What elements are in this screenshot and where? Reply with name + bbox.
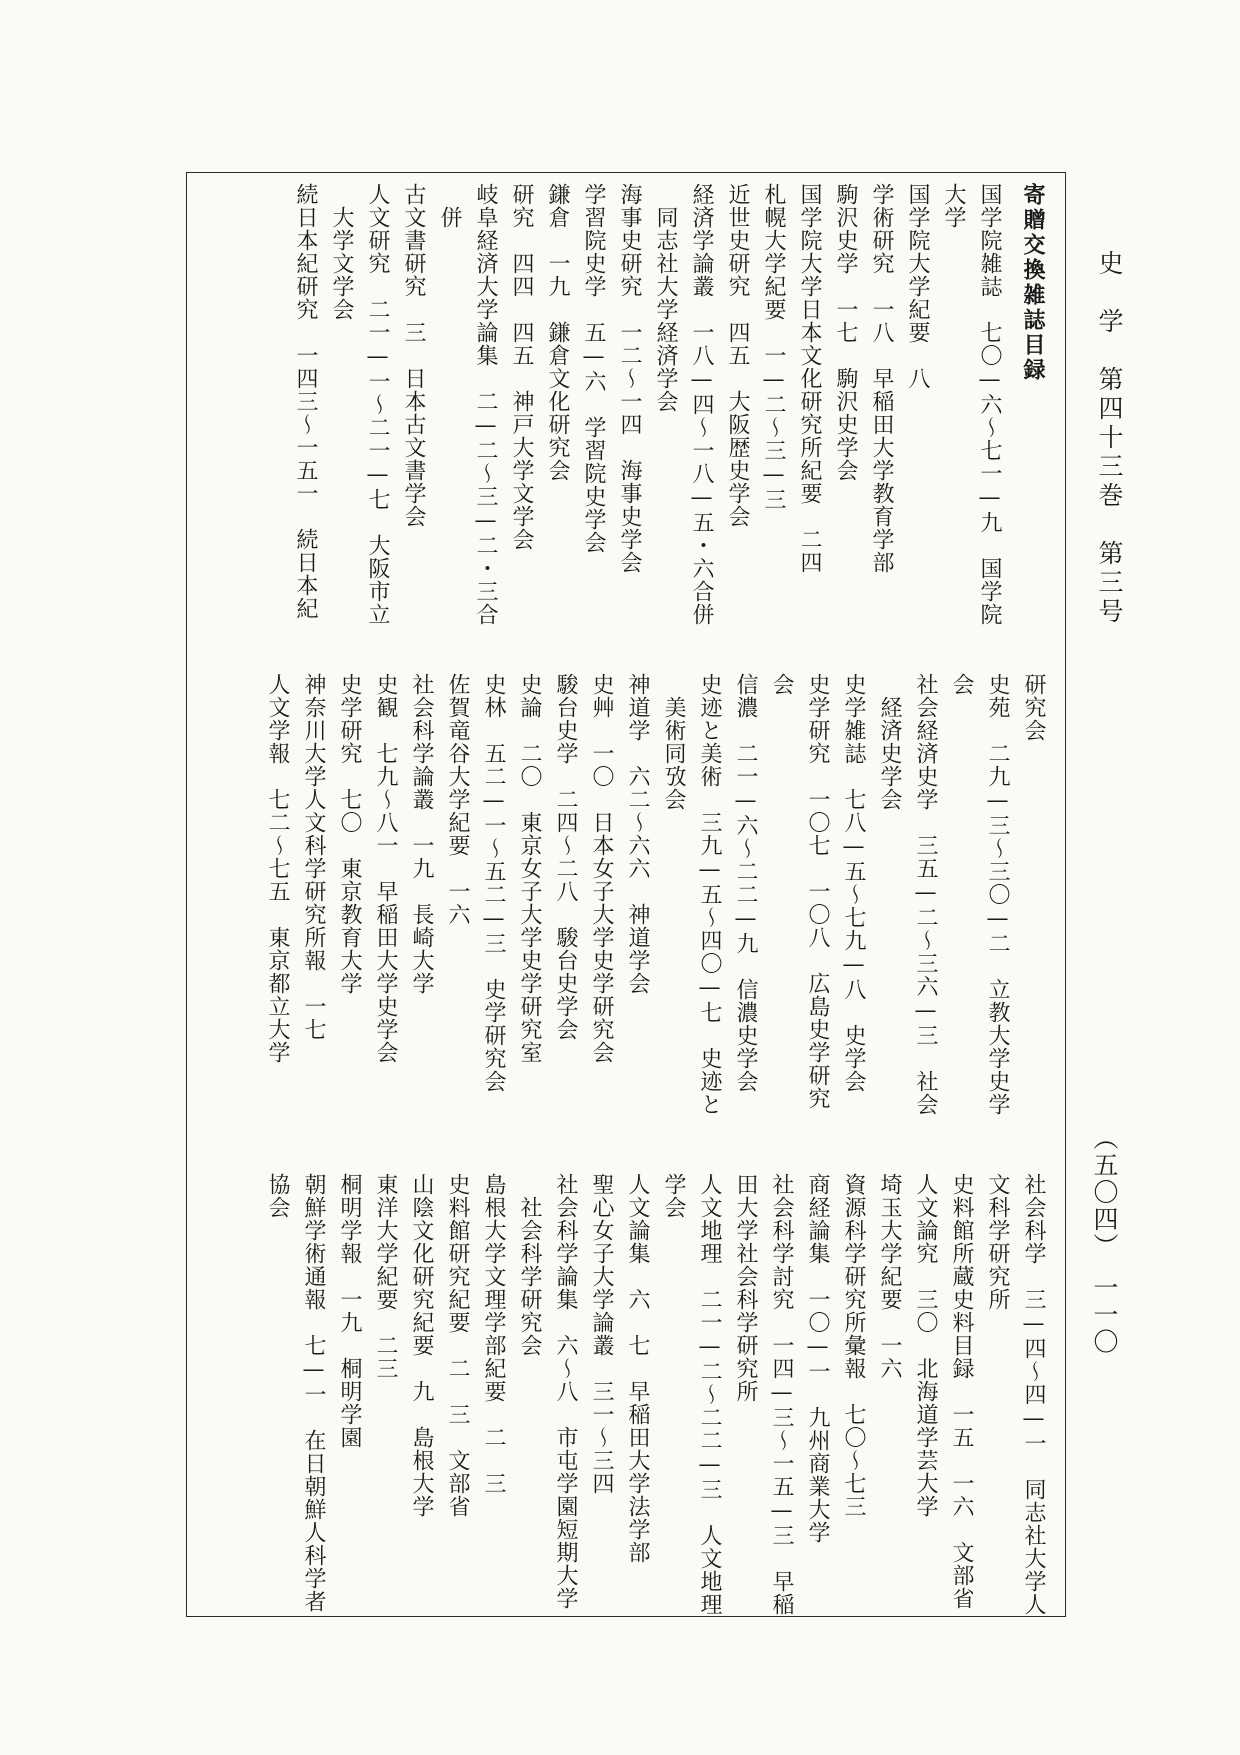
catalog-entry: 社会経済史学 三五—二〜三六—三 社会 — [913, 673, 938, 1116]
catalog-entry: 海事史研究 一二〜一四 海事史学会 — [617, 183, 642, 574]
catalog-entry: 史苑 二九—三〜三〇—二 立教大学史学 — [985, 673, 1010, 1116]
catalog-block-3 — [259, 1173, 1051, 1616]
catalog-entry: 社会科学討究 一四—三〜一五—三 早稲 — [769, 1173, 794, 1616]
catalog-entry: 史艸 一〇 日本女子大学史学研究会 — [589, 673, 614, 1064]
catalog-entry: 札幌大学紀要 一—二〜三—三 — [761, 183, 786, 511]
catalog-entry: 桐明学報 一九 桐明学園 — [337, 1173, 362, 1449]
catalog-entry: 大学文学会 — [329, 183, 354, 321]
catalog-entry: 同志社大学経済学会 — [653, 183, 678, 413]
catalog-entry: 佐賀竜谷大学紀要 一六 — [445, 673, 470, 926]
page-number: （五〇四） 一一〇 — [1090, 1125, 1119, 1356]
catalog-entry: 神奈川大学人文科学研究所報 一七 — [301, 673, 326, 1041]
catalog-entry: 文科学研究所 — [985, 1173, 1010, 1311]
catalog-entry: 国学院大学紀要 八 — [905, 183, 930, 390]
catalog-entry: 社会科学論叢 一九 長崎大学 — [409, 673, 434, 995]
catalog-entry: 研究会 — [1021, 673, 1046, 742]
catalog-entry: 国学院大学日本文化研究所紀要 二四 — [797, 183, 822, 574]
catalog-entry: 史観 七九〜八一 早稲田大学史学会 — [373, 673, 398, 1064]
catalog-entry: 山陰文化研究紀要 九 島根大学 — [409, 1173, 434, 1518]
catalog-entry: 史論 二〇 東京女子大学史学研究室 — [517, 673, 542, 1064]
catalog-entry: 美術同攷会 — [661, 673, 686, 811]
catalog-entry: 駒沢史学 一七 駒沢史学会 — [833, 183, 858, 482]
catalog-entry: 経済史学会 — [877, 673, 902, 811]
catalog-entry: 学習院史学 五—六 学習院史学会 — [581, 183, 606, 554]
catalog-entry: 史学研究 七〇 東京教育大学 — [337, 673, 362, 995]
catalog-entry: 史学雑誌 七八—五〜七九—八 史学会 — [841, 673, 866, 1093]
catalog-entry: 学術研究 一八 早稲田大学教育学部 — [869, 183, 894, 574]
catalog-entry: 信濃 二一—六〜二二—九 信濃史学会 — [733, 673, 758, 1093]
catalog-entry: 社会科学研究会 — [517, 1173, 542, 1357]
catalog-entry: 大学 — [941, 183, 966, 229]
section-title: 寄贈交換雑誌目録 — [1020, 183, 1046, 383]
catalog-entry: 併 — [437, 183, 462, 229]
catalog-entry: 社会科学論集 六〜八 市屯学園短期大学 — [553, 1173, 578, 1610]
catalog-entry: 史迹と美術 三九—五〜四〇—七 史迹と — [697, 673, 722, 1116]
catalog-entry: 資源科学研究所彙報 七〇〜七三 — [841, 1173, 866, 1518]
catalog-entry: 埼玉大学紀要 一六 — [877, 1173, 902, 1380]
content-frame — [186, 172, 1066, 1617]
catalog-entry: 研究 四四 四五 神戸大学文学会 — [509, 183, 534, 551]
catalog-entry: 東洋大学紀要 二三 — [373, 1173, 398, 1380]
catalog-entry: 史林 五二—一〜五二—三 史学研究会 — [481, 673, 506, 1093]
catalog-entry: 近世史研究 四五 大阪歴史学会 — [725, 183, 750, 528]
catalog-entry: 朝鮮学術通報 七—一 在日朝鮮人科学者 — [301, 1173, 326, 1613]
catalog-entry: 史料館研究紀要 二 三 文部省 — [445, 1173, 470, 1518]
catalog-block-1 — [287, 183, 1051, 643]
catalog-entry: 岐阜経済大学論集 二—二〜三—二・三合 — [473, 183, 498, 626]
catalog-entry: 協会 — [265, 1173, 290, 1219]
catalog-entry: 田大学社会科学研究所 — [733, 1173, 758, 1403]
catalog-entry: 鎌倉 一九 鎌倉文化研究会 — [545, 183, 570, 482]
catalog-entry: 古文書研究 三 日本古文書学会 — [401, 183, 426, 528]
catalog-block-2 — [259, 673, 1051, 1143]
catalog-entry: 国学院雑誌 七〇—六〜七一—九 国学院 — [977, 183, 1002, 626]
catalog-entry: 神道学 六二〜六六 神道学会 — [625, 673, 650, 995]
catalog-entry: 島根大学文理学部紀要 二 三 — [481, 1173, 506, 1495]
catalog-entry: 聖心女子大学論叢 三一〜三四 — [589, 1173, 614, 1495]
running-header: 史 学 第四十三巻 第三号 — [1095, 250, 1124, 627]
catalog-entry: 人文論究 三〇 北海道学芸大学 — [913, 1173, 938, 1518]
catalog-entry: 続日本紀研究 一四三〜一五一 続日本紀 — [293, 183, 318, 620]
catalog-entry: 会 — [769, 673, 794, 696]
catalog-entry: 会 — [949, 673, 974, 696]
catalog-entry: 学会 — [661, 1173, 686, 1219]
catalog-entry: 史料館所蔵史料目録 一五 一六 文部省 — [949, 1173, 974, 1610]
catalog-entry: 駿台史学 二四〜二八 駿台史学会 — [553, 673, 578, 1041]
catalog-entry: 人文学報 七二〜七五 東京都立大学 — [265, 673, 290, 1064]
catalog-entry: 人文論集 六 七 早稲田大学法学部 — [625, 1173, 650, 1564]
catalog-entry: 人文地理 二一—二〜二二—三 人文地理 — [697, 1173, 722, 1616]
catalog-entry: 人文研究 二一—一〜二一—七 大阪市立 — [365, 183, 390, 626]
catalog-entry: 社会科学 三—四〜四—一 同志社大学人 — [1021, 1173, 1046, 1616]
catalog-entry: 商経論集 一〇—一 九州商業大学 — [805, 1173, 830, 1544]
catalog-entry: 経済学論叢 一八—四〜一八—五・六合併 — [689, 183, 714, 626]
catalog-entry: 史学研究 一〇七 一〇八 広島史学研究 — [805, 673, 830, 1110]
